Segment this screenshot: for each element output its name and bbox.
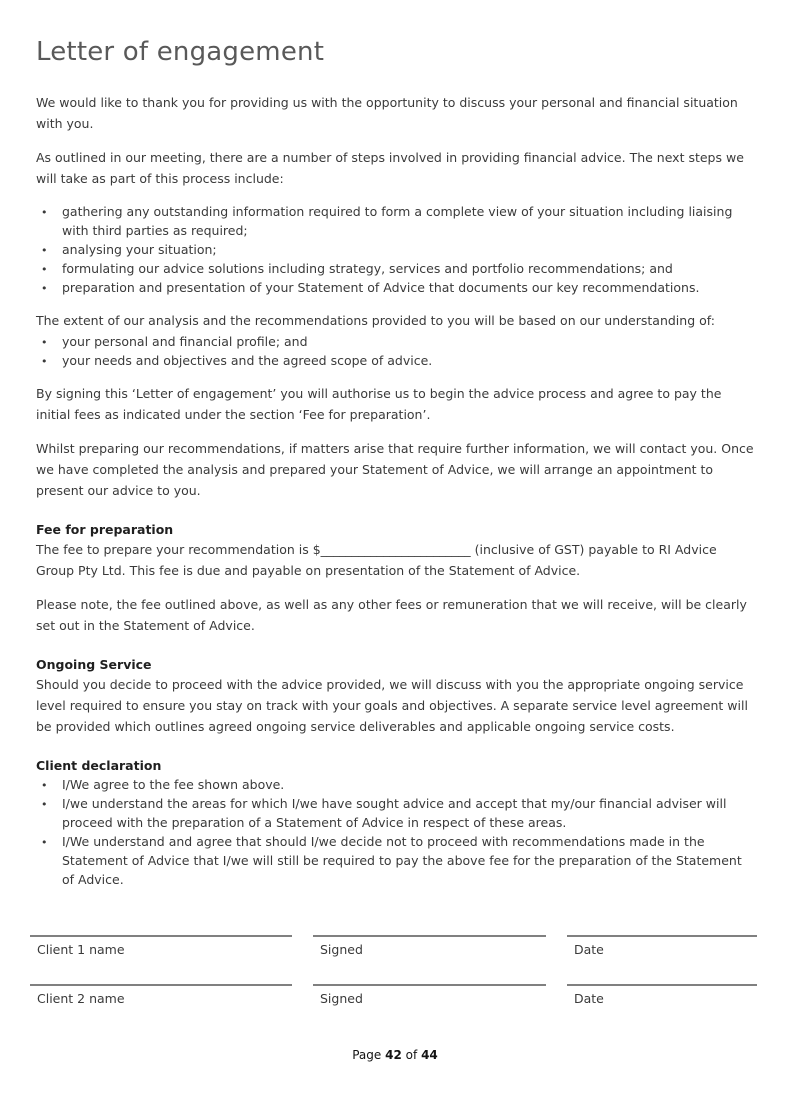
signature-row-client-1 bbox=[30, 935, 757, 958]
client-1-name-field bbox=[30, 935, 292, 958]
paragraph-whilst: Whilst preparing our recommendations, if matters arise that require further information, we will contact you. Once we have completed the analysis and prepared your Statement of Advice, we will arrange an appointment to present our advice to you. bbox=[36, 441, 754, 498]
paragraph-thank-you: We would like to thank you for providing us with the opportunity to discuss your personal and financial situation with you. bbox=[36, 95, 738, 131]
paragraph-steps-intro: As outlined in our meeting, there are a number of steps involved in providing financial advice. The next steps we will take as part of this process include: bbox=[36, 150, 744, 186]
client-2-date-field bbox=[567, 984, 757, 1007]
client-2-name-field bbox=[30, 984, 292, 1007]
total-page-number: 44 bbox=[421, 1048, 438, 1062]
fee-heading: Fee for preparation bbox=[36, 522, 174, 537]
fee-note: Please note, the fee outlined above, as well as any other fees or remuneration that we will receive, will be clearly set out in the Statement of Advice. bbox=[36, 597, 747, 633]
bullet-item: • analysing your situation; bbox=[36, 240, 756, 259]
paragraph-extent-intro: The extent of our analysis and the recommendations provided to you will be based on our understanding of: bbox=[36, 313, 715, 328]
client-1-signed-field bbox=[313, 935, 546, 958]
bullet-item: • preparation and presentation of your Statement of Advice that documents our key recommendations. bbox=[36, 278, 756, 297]
bullet-item: • I/We understand and agree that should I/we decide not to proceed with recommendations made in the Statement of Advice that I/we will still be required to pay the above fee for the preparation of the Statement of Advice. bbox=[36, 832, 756, 889]
page-word: Page bbox=[352, 1048, 382, 1062]
paragraph-signing: By signing this ‘Letter of engagement’ you will authorise us to begin the advice process and agree to pay the initial fees as indicated under the section ‘Fee for preparation’. bbox=[36, 386, 722, 422]
page-title: Letter of engagement bbox=[36, 37, 325, 67]
client-1-name-label: Client 1 name bbox=[37, 942, 125, 957]
ongoing-service-heading: Ongoing Service bbox=[36, 657, 152, 672]
client-2-name-label: Client 2 name bbox=[37, 991, 125, 1006]
of-word: of bbox=[405, 1048, 418, 1062]
client-1-date-field bbox=[567, 935, 757, 958]
current-page-number: 42 bbox=[385, 1048, 402, 1062]
client-declaration-section bbox=[36, 756, 756, 889]
bullet-item: • formulating our advice solutions including strategy, services and portfolio recommendations; and bbox=[36, 259, 756, 278]
bullet-item: • your personal and financial profile; and bbox=[36, 332, 756, 351]
bullet-item: • I/we understand the areas for which I/we have sought advice and accept that my/our financial adviser will proceed with the preparation of a Statement of Advice in respect of these areas. bbox=[36, 794, 756, 832]
signature-section bbox=[30, 935, 757, 1007]
page-footer bbox=[0, 1047, 790, 1063]
fee-body: The fee to prepare your recommendation is $________________________ (inclusive of GST) payable to RI Advice Group Pty Ltd. This fee is due and payable on presentation of the Statement of Advice. bbox=[36, 542, 717, 578]
ongoing-service-body: Should you decide to proceed with the advice provided, we will discuss with you the appropriate ongoing service level required to ensure you stay on track with your goals and objectives. A separate service level agreement will be provided which outlines agreed ongoing service deliverables and applicable ongoing service costs. bbox=[36, 677, 748, 734]
client-1-date-label: Date bbox=[574, 942, 604, 957]
signature-row-client-2 bbox=[30, 984, 757, 1007]
client-2-signed-field bbox=[313, 984, 546, 1007]
client-2-date-label: Date bbox=[574, 991, 604, 1006]
bullet-item: • gathering any outstanding information required to form a complete view of your situation including liaising with third parties as required; bbox=[36, 202, 756, 240]
client-2-signed-label: Signed bbox=[320, 991, 363, 1006]
steps-bullet-list bbox=[36, 202, 756, 297]
ongoing-service-section bbox=[36, 655, 756, 737]
declaration-bullet-list bbox=[36, 775, 756, 889]
client-declaration-heading: Client declaration bbox=[36, 758, 162, 773]
client-1-signed-label: Signed bbox=[320, 942, 363, 957]
bullet-item: • your needs and objectives and the agreed scope of advice. bbox=[36, 351, 756, 370]
extent-bullet-list bbox=[36, 332, 756, 370]
fee-section bbox=[36, 520, 756, 636]
bullet-item: • I/We agree to the fee shown above. bbox=[36, 775, 756, 794]
